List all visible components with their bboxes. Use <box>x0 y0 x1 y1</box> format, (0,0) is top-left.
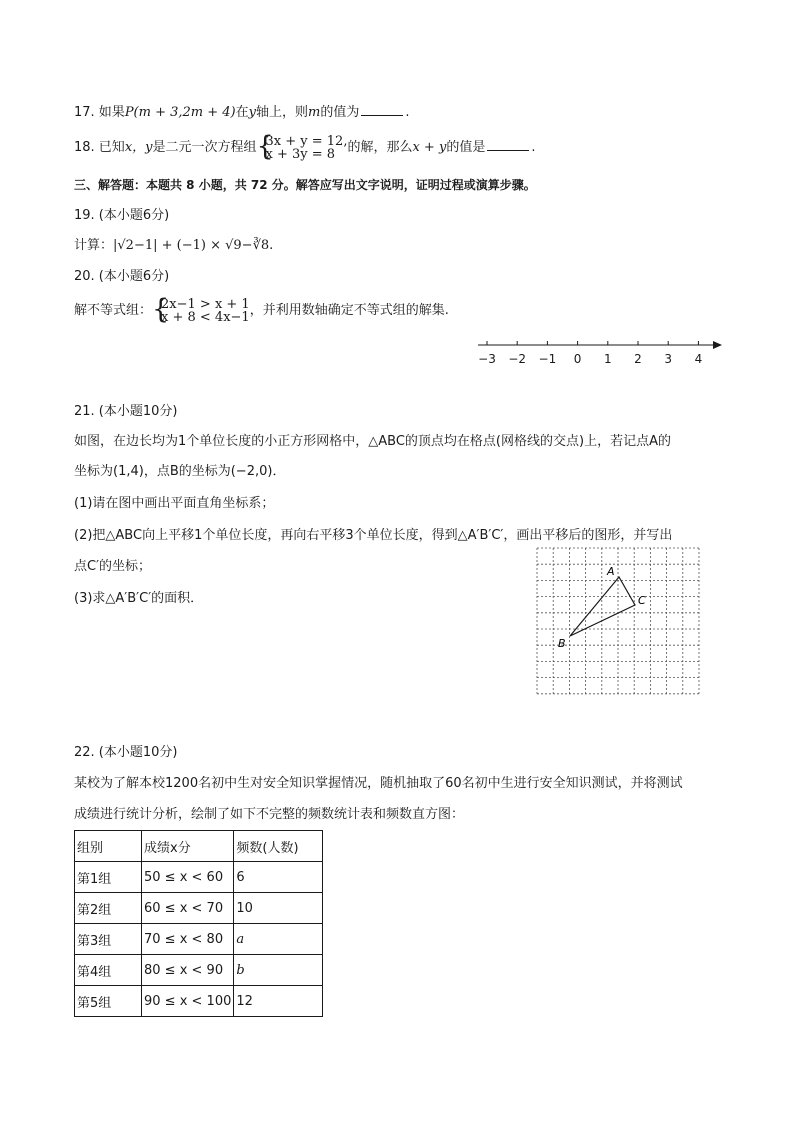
number-line-label: 2 <box>634 352 642 366</box>
label-c: C <box>638 594 646 607</box>
question-21-head: 21. (本小题10分) <box>74 404 178 419</box>
number-line-label: 0 <box>573 352 582 366</box>
triangle-abc <box>570 577 635 636</box>
question-22-head: 22. (本小题10分) <box>74 745 178 760</box>
question-21-s1: (1)请在图中画出平面直角坐标系； <box>74 496 275 511</box>
question-19-head: 19. (本小题6分) <box>74 208 170 223</box>
question-20-body: 解不等式组： { 2x−1 > x + 1 x + 8 < 4x−1 ，并利用数轴确定不等式组的解集. <box>74 293 449 325</box>
number-line-label: −3 <box>478 352 496 366</box>
section-title: 三、解答题：本题共 8 小题，共 72 分。解答应写出文字说明，证明过程或演算步骤。 <box>74 178 536 192</box>
question-21-p1: 如图，在边长均为1个单位长度的小正方形网格中，△ABC的顶点均在格点(网格线的交点)上，若记点A的 <box>74 434 671 449</box>
grid-figure <box>534 545 704 700</box>
table-row: 第4组 80 ≤ x < 90 b <box>75 955 323 986</box>
question-20-head: 20. (本小题6分) <box>74 269 170 284</box>
question-17: 17. 如果P(m + 3,2m + 4)在y轴上，则m的值为 . <box>74 105 410 120</box>
question-18: 18. 已知x，y是二元一次方程组 { 3x + y = 12, x + 3y = 8 的解，那么x + y的值是 . <box>74 130 536 162</box>
number-line-label: 3 <box>664 352 673 366</box>
table-row: 第1组 50 ≤ x < 60 6 <box>75 862 323 893</box>
number-line-label: −1 <box>538 352 557 366</box>
number-line-label: 4 <box>694 352 703 366</box>
number-line-label: −2 <box>508 352 527 366</box>
answer-blank-18[interactable] <box>487 138 529 151</box>
number-line-label: 1 <box>603 352 612 366</box>
question-21-s3: (3)求△A′B′C′的面积． <box>74 591 204 606</box>
question-22-p1: 某校为了解本校1200名初中生对安全知识掌握情况，随机抽取了60名初中生进行安全知识测试，并将测试 <box>74 776 683 791</box>
answer-blank-17[interactable] <box>361 103 403 116</box>
question-19-body: 计算：|√2−1| + (−1) × √9−∛8. <box>74 238 274 253</box>
question-21-s2b: 点C′的坐标； <box>74 559 152 574</box>
question-22-p2: 成绩进行统计分析，绘制了如下不完整的频数统计表和频数直方图： <box>74 807 465 822</box>
table-row: 第5组 90 ≤ x < 100 12 <box>75 986 323 1017</box>
inequality-system: { 2x−1 > x + 1 x + 8 < 4x−1 <box>152 293 250 325</box>
number-line <box>470 332 730 372</box>
equation-system: { 3x + y = 12, x + 3y = 8 <box>256 130 348 162</box>
table-header-row: 组别 成绩x分 频数(人数) <box>75 831 323 862</box>
label-a: A <box>607 565 615 578</box>
label-b: B <box>558 637 566 650</box>
frequency-table <box>74 830 323 1017</box>
question-21-p2: 坐标为(1,4)，点B的坐标为(−2,0)． <box>74 464 286 479</box>
question-21-s2a: (2)把△ABC向上平移1个单位长度，再向右平移3个单位长度，得到△A′B′C′，画出平移后的图形，并写出 <box>74 528 673 543</box>
table-row: 第2组 60 ≤ x < 70 10 <box>75 893 323 924</box>
table-row: 第3组 70 ≤ x < 80 a <box>75 924 323 955</box>
